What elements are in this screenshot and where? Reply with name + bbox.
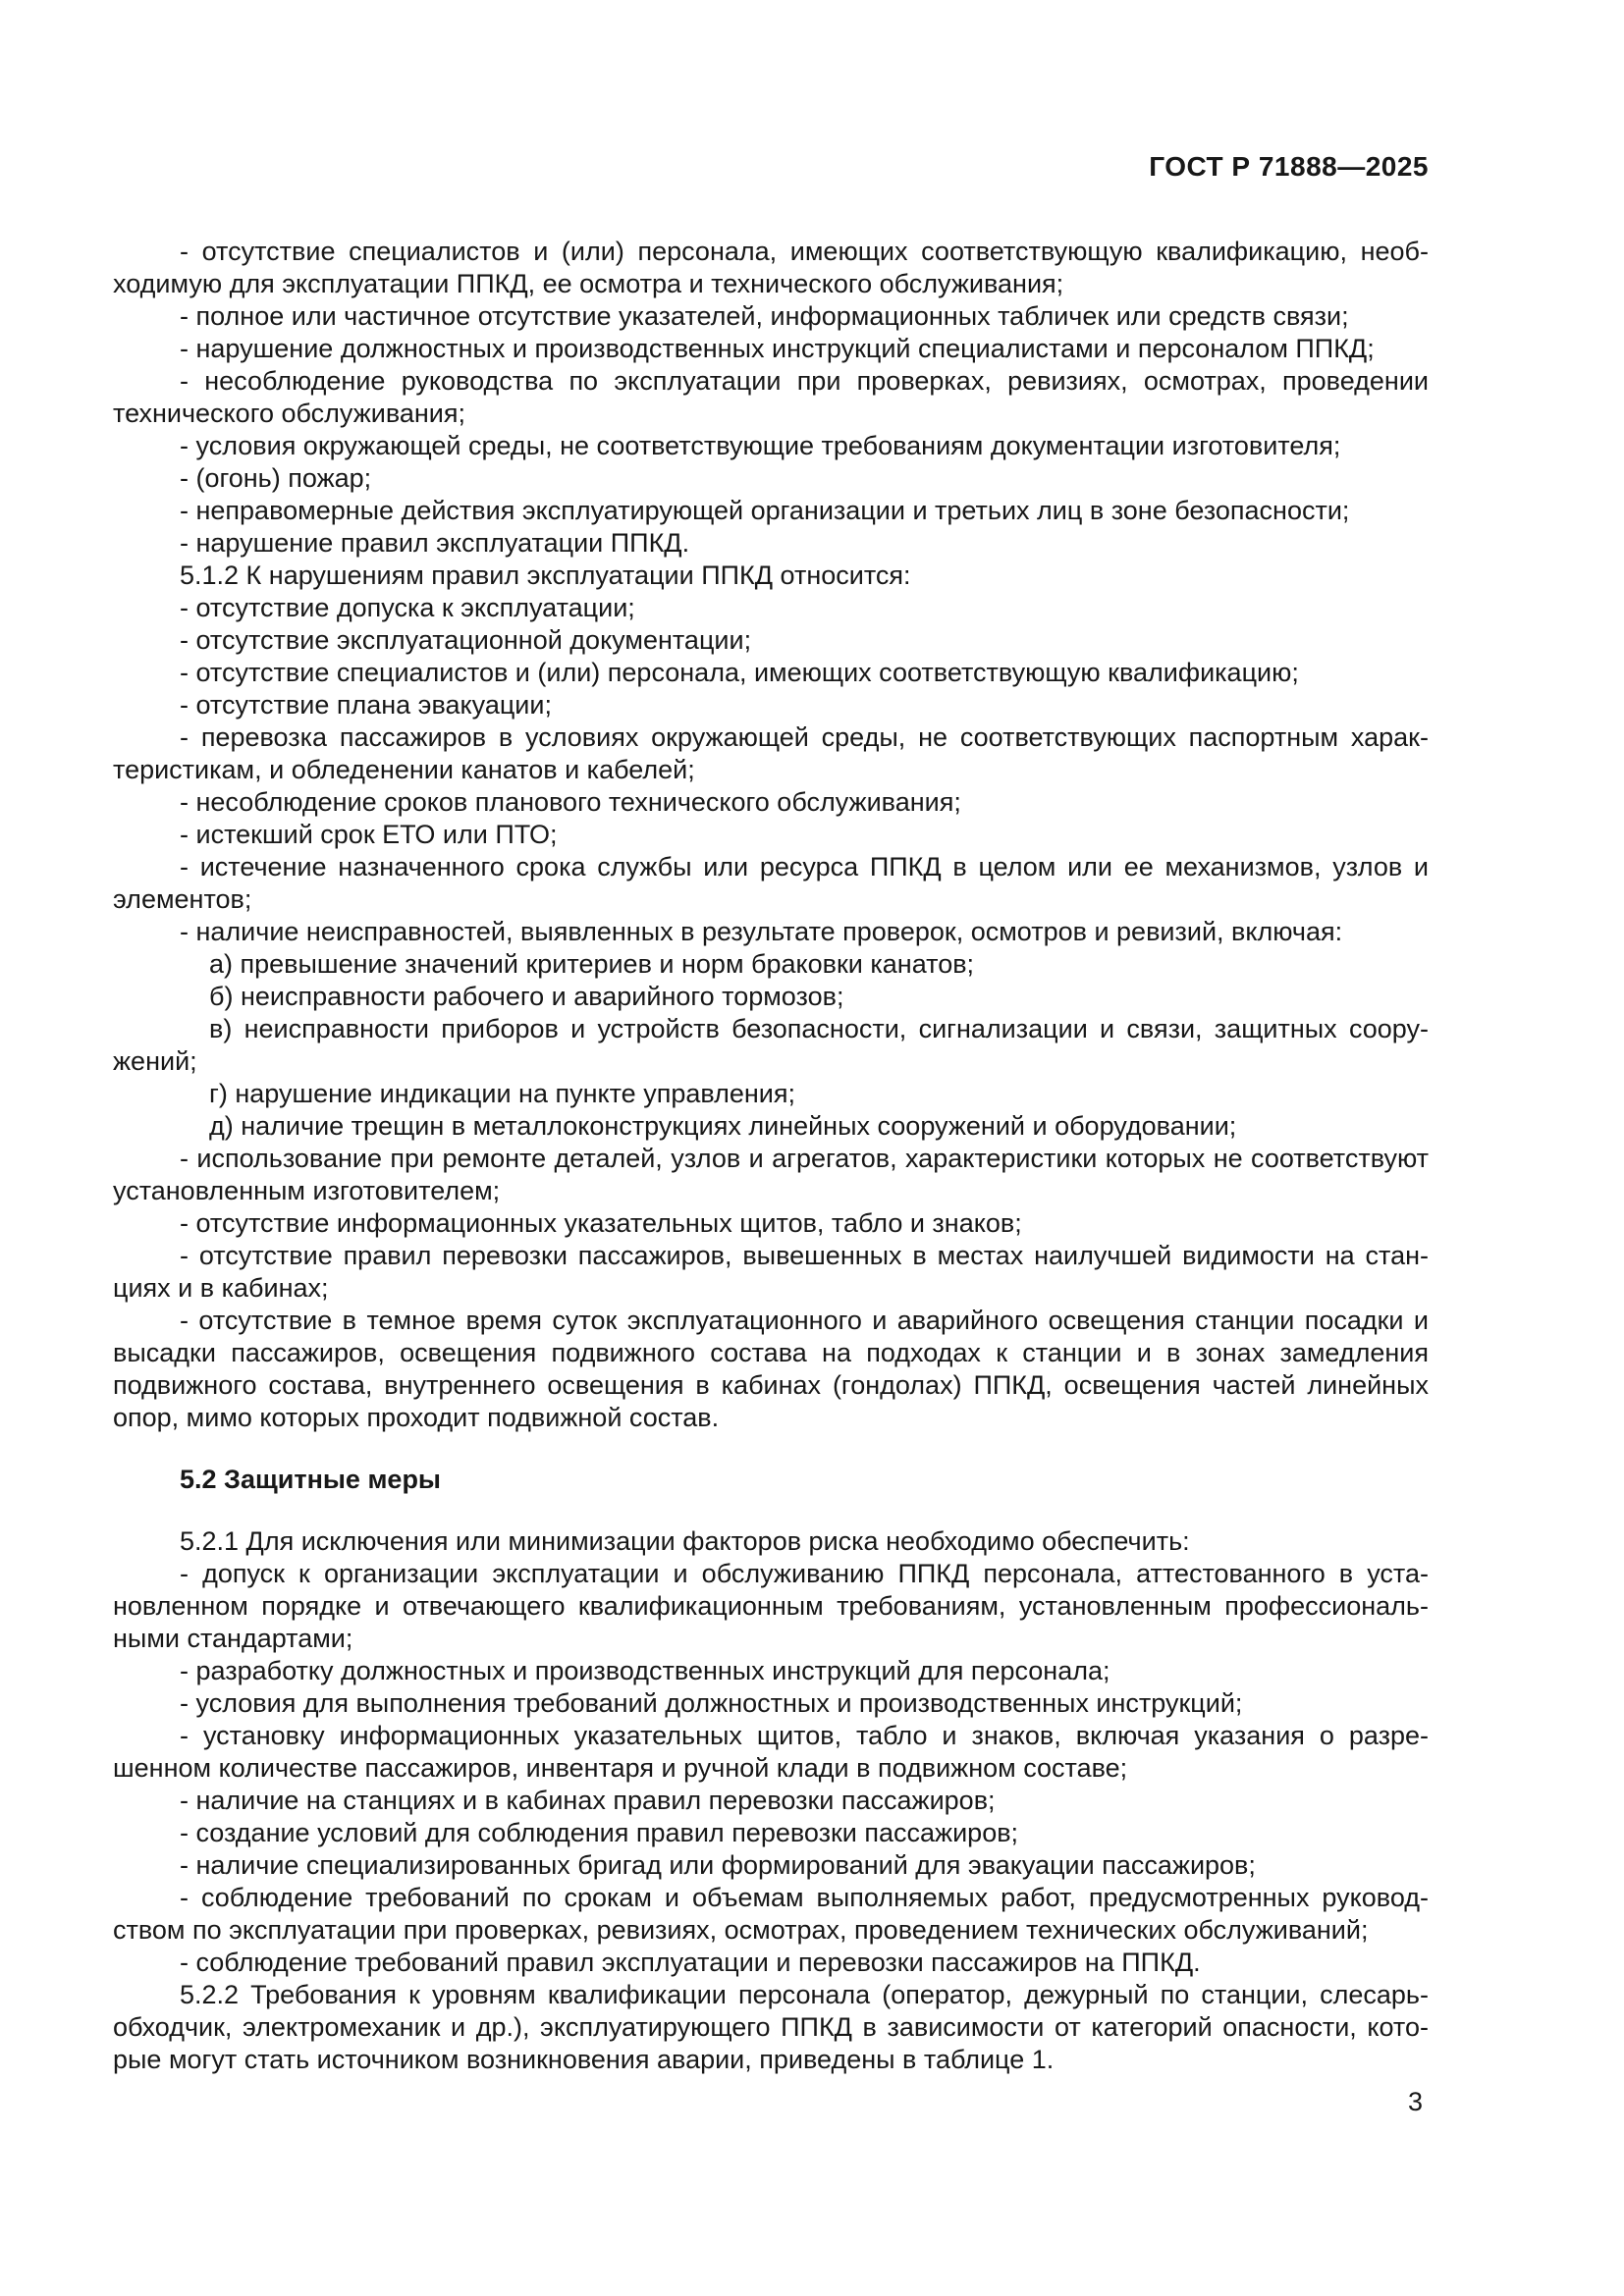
lettered-item: а) превышение значений критериев и норм браковки канатов; (209, 949, 975, 979)
page-number: 3 (1407, 2087, 1423, 2116)
list-item: - отсутствие информационных указательных щитов, табло и знаков; (180, 1208, 1022, 1238)
list-item: - отсутствие допуска к эксплуатации; (180, 593, 635, 622)
list-item: - истекший срок ЕТО или ПТО; (180, 820, 558, 849)
list-item: - отсутствие эксплуатационной документации; (180, 625, 752, 655)
list-item: - нарушение правил эксплуатации ППКД. (180, 528, 690, 558)
list-item: - неправомерные действия эксплуатирующей организации и третьих лиц в зоне безопасности; (180, 496, 1350, 525)
document-body (113, 236, 1429, 2076)
clause-paragraph: 5.2.1 Для исключения или минимизации факторов риска необходимо обеспечить: (180, 1526, 1190, 1556)
list-item: - истечение назначенного срока службы или ресурса ППКД в целом или ее механизмов, узлов и элементов; (113, 852, 1429, 914)
list-item: - установку информационных указательных щитов, табло и знаков, включая указания о разрешенном количестве пассажиров, инвентаря и ручной клади в подвижном составе; (113, 1721, 1429, 1783)
list-item: - отсутствие плана эвакуации; (180, 690, 552, 720)
list-item: - наличие неисправностей, выявленных в результате проверок, осмотров и ревизий, включая: (180, 917, 1343, 946)
list-item: - наличие специализированных бригад или формирований для эвакуации пассажиров; (180, 1850, 1256, 1880)
list-item: - несоблюдение руководства по эксплуатации при проверках, ревизиях, осмотрах, проведении технического обслуживания; (113, 366, 1429, 428)
list-item: - нарушение должностных и производственных инструкций специалистами и персоналом ППКД; (180, 334, 1375, 363)
list-item: - соблюдение требований по срокам и объемам выполняемых работ, предусмотренных руководством по эксплуатации при проверках, ревизиях, осмотрах, проведением технических обслуживаний; (113, 1883, 1429, 1945)
clause-paragraph: 5.2.2 Требования к уровням квалификации персонала (оператор, дежурный по станции, слесарь-обходчик, электромеханик и др.), эксплуатирующего ППКД в зависимости от категорий опасности, которые могут стать источником возникновения аварии, приведены в таблице 1. (113, 1980, 1429, 2074)
clause-paragraph: 5.1.2 К нарушениям правил эксплуатации ППКД относится: (180, 561, 911, 590)
list-item: - использование при ремонте деталей, узлов и агрегатов, характеристики которых не соответствуют установленным изготовителем; (113, 1144, 1429, 1205)
list-item: - несоблюдение сроков планового технического обслуживания; (180, 787, 961, 817)
lettered-item: б) неисправности рабочего и аварийного тормозов; (209, 982, 844, 1011)
list-item: - отсутствие правил перевозки пассажиров, вывешенных в местах наилучшей видимости на станциях и в кабинах; (113, 1241, 1429, 1303)
list-item: - условия для выполнения требований должностных и производственных инструкций; (180, 1688, 1243, 1718)
list-item: - отсутствие специалистов и (или) персонала, имеющих соответствующую квалификацию; (180, 658, 1299, 687)
document-page (113, 152, 1429, 2118)
document-code: ГОСТ Р 71888—2025 (1149, 151, 1429, 182)
section-heading: 5.2 Защитные меры (180, 1465, 441, 1494)
list-item: - допуск к организации эксплуатации и обслуживанию ППКД персонала, аттестованного в установленном порядке и отвечающего квалификационным требованиям, установленным профессиональными стандартами; (113, 1559, 1429, 1653)
list-item: - отсутствие в темное время суток эксплуатационного и аварийного освещения станции посадки и высадки пассажиров, освещения подвижного состава на подходах к станции и в зонах замедления подвижного состава, внутреннего освещения в кабинах (гондолах) ППКД, освещения частей линейных опор, мимо которых проходит подвижной состав. (113, 1306, 1429, 1432)
lettered-item: д) наличие трещин в металлоконструкциях линейных сооружений и оборудовании; (209, 1111, 1237, 1141)
lettered-item: г) нарушение индикации на пункте управления; (209, 1079, 795, 1108)
list-item: - перевозка пассажиров в условиях окружающей среды, не соответствующих паспортным характеристикам, и обледенении канатов и кабелей; (113, 722, 1429, 784)
list-item: - создание условий для соблюдения правил перевозки пассажиров; (180, 1818, 1019, 1847)
list-item: - условия окружающей среды, не соответствующие требованиям документации изготовителя; (180, 431, 1341, 460)
list-item: - соблюдение требований правил эксплуатации и перевозки пассажиров на ППКД. (180, 1948, 1201, 1977)
list-item: - полное или частичное отсутствие указателей, информационных табличек или средств связи; (180, 301, 1349, 331)
list-item: - отсутствие специалистов и (или) персонала, имеющих соответствующую квалификацию, необходимую для эксплуатации ППКД, ее осмотра и технического обслуживания; (113, 237, 1429, 298)
lettered-item: в) неисправности приборов и устройств безопасности, сигнализации и связи, защитных сооружений; (113, 1014, 1429, 1076)
list-item: - наличие на станциях и в кабинах правил перевозки пассажиров; (180, 1786, 996, 1815)
list-item: - разработку должностных и производственных инструкций для персонала; (180, 1656, 1110, 1685)
list-item: - (огонь) пожар; (180, 463, 372, 493)
